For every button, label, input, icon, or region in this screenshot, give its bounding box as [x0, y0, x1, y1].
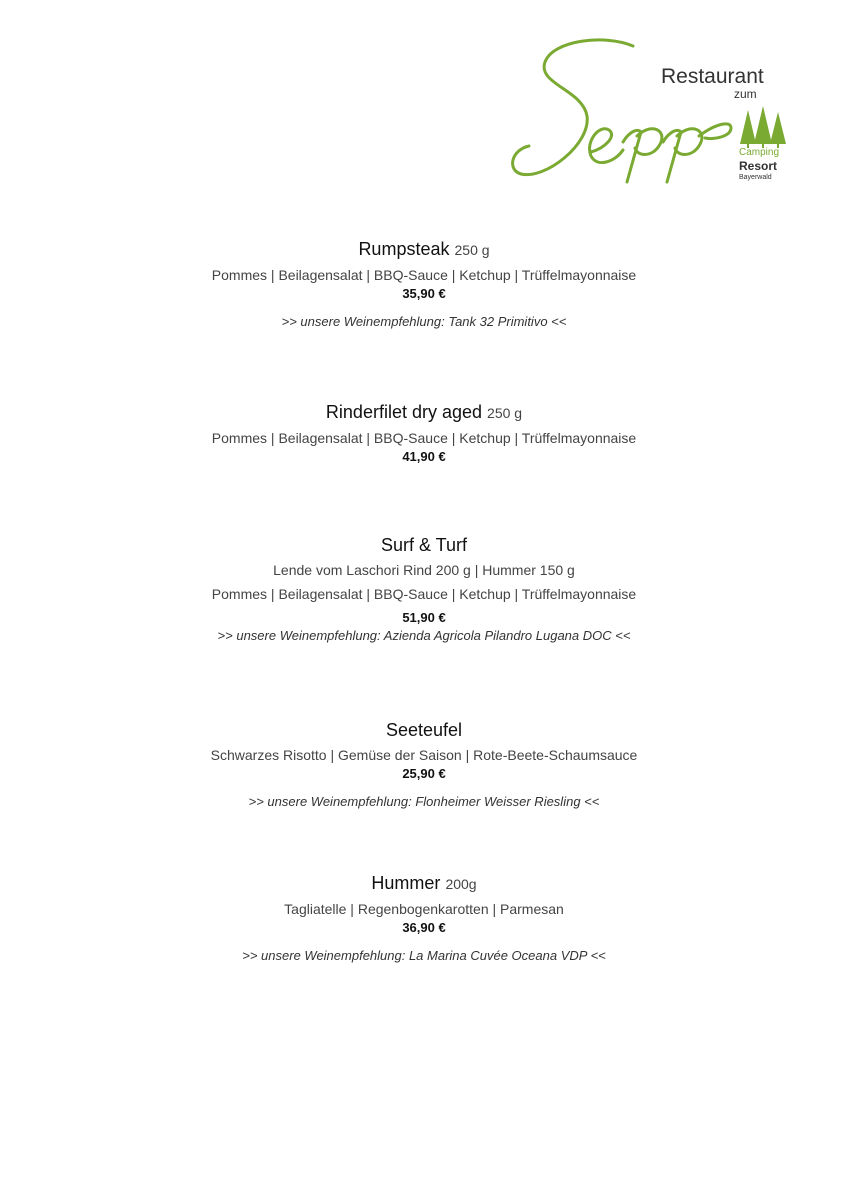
logo-resort-text: Resort	[739, 159, 778, 173]
wine-recommendation: >> unsere Weinempfehlung: Flonheimer Weisser Riesling <<	[248, 794, 600, 809]
dish-description: Lende vom Laschori Rind 200 g | Hummer 150 g	[273, 562, 575, 578]
dish-title: Surf & Turf	[380, 535, 468, 555]
dish-title: Hummer	[371, 873, 441, 893]
dish-title: Rumpsteak	[358, 239, 450, 259]
wine-recommendation: >> unsere Weinempfehlung: Tank 32 Primitivo <<	[281, 314, 567, 329]
dish-rinderfilet	[0, 401, 848, 466]
dish-title: Seeteufel	[385, 720, 463, 740]
dish-weight: 200g	[445, 876, 477, 892]
dish-title: Rinderfilet dry aged	[325, 402, 483, 422]
dish-surf-and-turf	[0, 534, 848, 645]
restaurant-logo	[505, 32, 790, 192]
dish-price: 25,90 €	[402, 766, 446, 781]
logo-camping-text: Camping	[739, 147, 780, 158]
dish-description: Pommes | Beilagensalat | BBQ-Sauce | Ketchup | Trüffelmayonnaise	[211, 586, 637, 602]
dish-weight: 250 g	[487, 405, 523, 421]
dish-price: 35,90 €	[402, 286, 446, 301]
dish-rumpsteak	[0, 238, 848, 331]
dish-title-line	[0, 401, 848, 424]
dish-price: 51,90 €	[402, 610, 446, 625]
dish-weight: 250 g	[454, 242, 490, 258]
dish-description: Tagliatelle | Regenbogenkarotten | Parmesan	[284, 901, 564, 917]
dish-seeteufel	[0, 719, 848, 811]
logo-zum-text: zum	[734, 87, 757, 101]
logo-region-text: Bayerwald	[739, 174, 772, 181]
dish-title-line	[0, 238, 848, 261]
dish-description: Pommes | Beilagensalat | BBQ-Sauce | Ketchup | Trüffelmayonnaise	[211, 267, 637, 283]
dish-title-line	[0, 872, 848, 895]
dish-description: Schwarzes Risotto | Gemüse der Saison | Rote-Beete-Schaumsauce	[210, 747, 638, 763]
dish-description: Pommes | Beilagensalat | BBQ-Sauce | Ketchup | Trüffelmayonnaise	[211, 430, 637, 446]
wine-recommendation: >> unsere Weinempfehlung: La Marina Cuvée Oceana VDP <<	[242, 948, 606, 963]
dish-price: 36,90 €	[402, 920, 446, 935]
dish-hummer	[0, 872, 848, 965]
wine-recommendation: >> unsere Weinempfehlung: Azienda Agricola Pilandro Lugana DOC <<	[217, 628, 631, 643]
dish-price: 41,90 €	[402, 449, 446, 464]
logo-restaurant-text: Restaurant	[661, 65, 764, 88]
